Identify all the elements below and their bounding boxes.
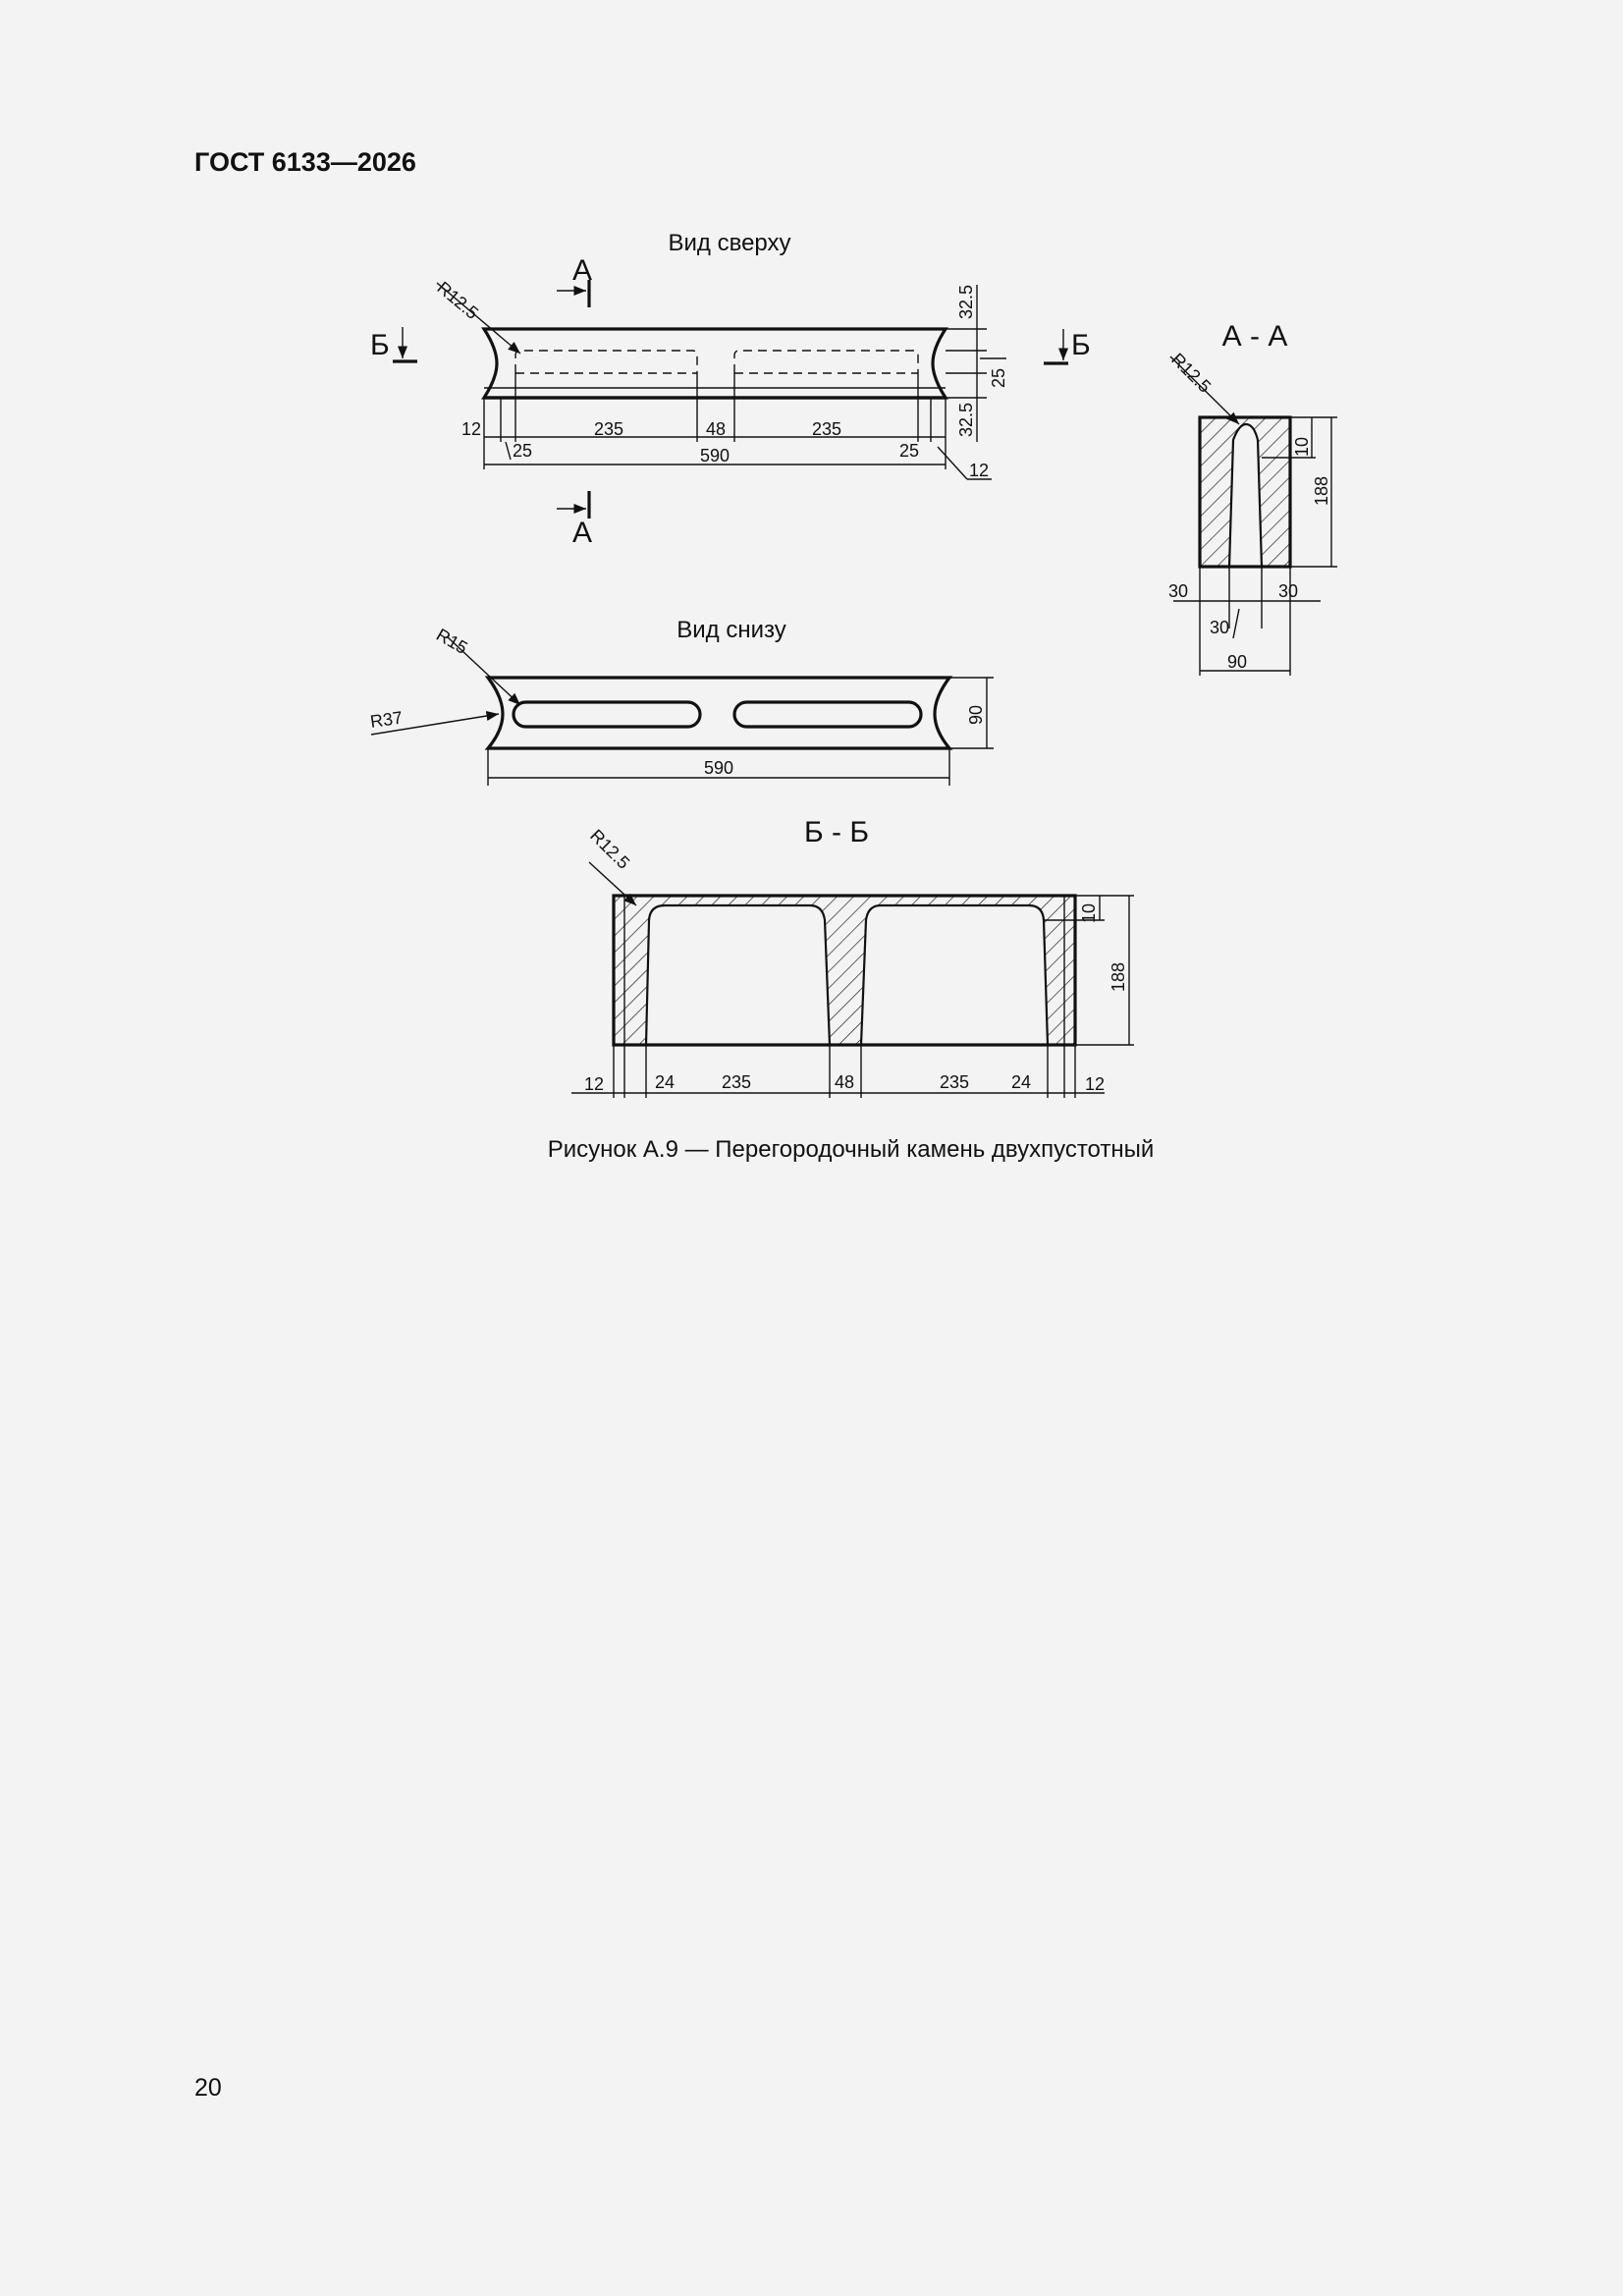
top-dim-top-band: 32.5 bbox=[956, 284, 976, 319]
section-bb-dim-top: 10 bbox=[1079, 902, 1099, 923]
section-bb-dim-web: 48 bbox=[834, 1072, 855, 1092]
top-view-radius: R12.5 bbox=[433, 277, 483, 323]
figure-caption: Рисунок А.9 — Перегородочный камень двухпустотный bbox=[547, 1136, 1155, 1163]
section-mark-b-left: Б bbox=[370, 329, 390, 361]
section-aa-dim-left-wall: 30 bbox=[1168, 581, 1189, 601]
bottom-view bbox=[369, 617, 994, 786]
section-bb-dim-void1: 235 bbox=[721, 1072, 752, 1092]
page-number: 20 bbox=[194, 2074, 222, 2102]
top-view bbox=[370, 230, 1091, 549]
top-dim-left-offset: 25 bbox=[513, 441, 533, 461]
section-bb-radius: R12.5 bbox=[586, 825, 634, 873]
top-dim-void2: 235 bbox=[811, 419, 842, 439]
section-aa-dim-width: 90 bbox=[1226, 652, 1248, 672]
section-mark-a-bottom: А bbox=[571, 517, 593, 549]
section-bb-dim-left-wall: 24 bbox=[655, 1072, 676, 1092]
top-dim-void-width: 25 bbox=[989, 367, 1008, 388]
section-bb-dim-height: 188 bbox=[1109, 961, 1128, 992]
section-mark-a-top: А bbox=[571, 254, 593, 287]
section-aa-title: А - А bbox=[1221, 320, 1288, 353]
bottom-dim-width: 90 bbox=[966, 704, 986, 725]
section-bb-dim-left-edge: 12 bbox=[584, 1074, 605, 1094]
section-aa-dim-void: 30 bbox=[1210, 618, 1230, 637]
top-dim-web: 48 bbox=[705, 419, 727, 439]
top-dim-left-edge: 12 bbox=[461, 419, 482, 439]
bottom-view-radius-large: R37 bbox=[368, 707, 405, 732]
top-view-title: Вид сверху bbox=[668, 230, 791, 256]
section-aa bbox=[1167, 320, 1337, 676]
section-mark-b-right: Б bbox=[1071, 329, 1091, 361]
top-dim-bottom-band: 32.5 bbox=[956, 402, 976, 437]
document-header: ГОСТ 6133—2026 bbox=[194, 147, 416, 177]
bottom-dim-length: 590 bbox=[703, 758, 734, 778]
top-dim-void1: 235 bbox=[593, 419, 624, 439]
top-dim-right-edge: 12 bbox=[969, 461, 990, 480]
section-bb-dim-right-wall: 24 bbox=[1011, 1072, 1032, 1092]
section-bb bbox=[571, 816, 1134, 1098]
section-aa-dim-height: 188 bbox=[1312, 475, 1331, 506]
top-dim-length: 590 bbox=[699, 446, 730, 465]
top-dim-right-offset: 25 bbox=[899, 441, 920, 461]
section-aa-dim-top: 10 bbox=[1292, 436, 1312, 457]
section-bb-dim-void2: 235 bbox=[939, 1072, 970, 1092]
section-bb-dim-right-edge: 12 bbox=[1085, 1074, 1106, 1094]
section-aa-dim-right-wall: 30 bbox=[1278, 581, 1299, 601]
section-aa-radius: R12.5 bbox=[1167, 349, 1216, 397]
section-bb-title: Б - Б bbox=[803, 816, 870, 848]
bottom-view-title: Вид снизу bbox=[676, 617, 786, 643]
bottom-view-radius-small: R15 bbox=[433, 625, 471, 658]
